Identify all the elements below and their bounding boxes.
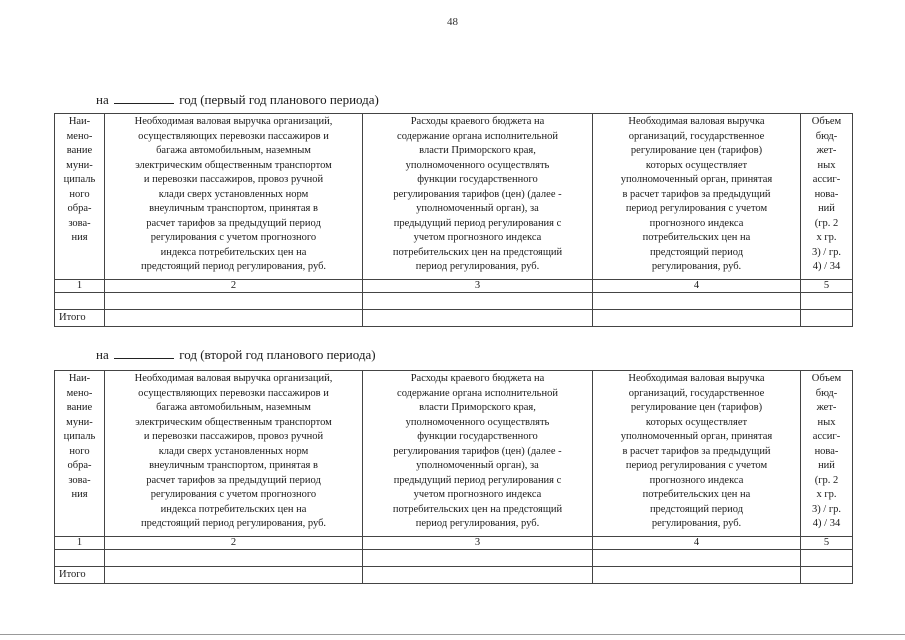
caption-prefix: на [96,347,109,362]
column-number: 5 [801,537,853,550]
section-caption-first-year [96,92,379,108]
total-row [55,567,853,584]
caption-prefix: на [96,92,109,107]
allocation-table-first-year [54,113,853,327]
table-cell [363,310,593,327]
section-caption-second-year [96,347,376,363]
column-number: 5 [801,280,853,293]
table-header-row [55,371,853,537]
table-row [55,293,853,310]
header-gross-revenue-carriers: Необходимая валовая выручка организаций, осуществляющих перевозки пассажиров и багажа автомобильным, наземным электрическим общественным транспортом и перевозки пассажиров, провоз ручной клади сверх установленных норм внеуличным транспортом, принятая в расчет тарифов за предыдущий период регулирования с учетом прогнозного индекса потребительских цен на предстоящий период регулирования, руб. [105,114,363,280]
header-gross-revenue-carriers: Необходимая валовая выручка организаций, осуществляющих перевозки пассажиров и багажа автомобильным, наземным электрическим общественным транспортом и перевозки пассажиров, провоз ручной клади сверх установленных норм внеуличным транспортом, принятая в расчет тарифов за предыдущий период регулирования с учетом прогнозного индекса потребительских цен на предстоящий период регулирования, руб. [105,371,363,537]
header-allocation-volume: Объем бюд- жет- ных ассиг- нова- ний (гр. 2 х гр. 3) / гр. 4) / 34 [801,371,853,537]
header-gross-revenue-regulated: Необходимая валовая выручка организаций, государственное регулирование цен (тарифов) которых осуществляет уполномоченный орган, принятая в расчет тарифов за предыдущий период регулирования с учетом прогнозного индекса потребительских цен на предстоящий период регулирования, руб. [593,114,801,280]
total-label: Итого [55,310,105,327]
page-number: 48 [447,16,458,28]
allocation-table-second-year [54,370,853,584]
table-cell [593,550,801,567]
table-cell [801,550,853,567]
table-cell [593,567,801,584]
header-municipality: Наи- мено- вание муни- ципаль ного обра- зова- ния [55,114,105,280]
table-row [55,550,853,567]
table-cell [801,567,853,584]
table-cell [801,310,853,327]
table-header-row [55,114,853,280]
total-row [55,310,853,327]
table-cell [801,293,853,310]
table-cell [105,567,363,584]
table-cell [593,293,801,310]
caption-suffix: год (второй год планового периода) [179,347,376,362]
header-gross-revenue-regulated: Необходимая валовая выручка организаций, государственное регулирование цен (тарифов) которых осуществляет уполномоченный орган, принятая в расчет тарифов за предыдущий период регулирования с учетом прогнозного индекса потребительских цен на предстоящий период регулирования, руб. [593,371,801,537]
column-number: 3 [363,280,593,293]
table-cell [55,293,105,310]
column-number: 1 [55,280,105,293]
header-allocation-volume: Объем бюд- жет- ных ассиг- нова- ний (гр. 2 х гр. 3) / гр. 4) / 34 [801,114,853,280]
table-cell [105,293,363,310]
table-cell [363,550,593,567]
column-number: 2 [105,537,363,550]
year-blank-line [114,92,174,104]
header-regional-budget-expenses: Расходы краевого бюджета на содержание органа исполнительной власти Приморского края, уполномоченного осуществлять функции государственного регулирования тарифов (цен) (далее - уполномоченный орган), за предыдущий период регулирования с учетом прогнозного индекса потребительских цен на предстоящий период регулирования, руб. [363,114,593,280]
table-cell [105,310,363,327]
table-cell [363,567,593,584]
caption-suffix: год (первый год планового периода) [179,92,379,107]
column-number: 3 [363,537,593,550]
table-cell [105,550,363,567]
column-number: 4 [593,280,801,293]
table-cell [55,550,105,567]
year-blank-line [114,347,174,359]
column-number: 2 [105,280,363,293]
page-bottom-rule [0,634,905,635]
column-number-row [55,537,853,550]
table-cell [363,293,593,310]
column-number: 4 [593,537,801,550]
header-regional-budget-expenses: Расходы краевого бюджета на содержание органа исполнительной власти Приморского края, уполномоченного осуществлять функции государственного регулирования тарифов (цен) (далее - уполномоченный орган), за предыдущий период регулирования с учетом прогнозного индекса потребительских цен на предстоящий период регулирования, руб. [363,371,593,537]
table-cell [593,310,801,327]
header-municipality: Наи- мено- вание муни- ципаль ного обра- зова- ния [55,371,105,537]
total-label: Итого [55,567,105,584]
column-number-row [55,280,853,293]
column-number: 1 [55,537,105,550]
